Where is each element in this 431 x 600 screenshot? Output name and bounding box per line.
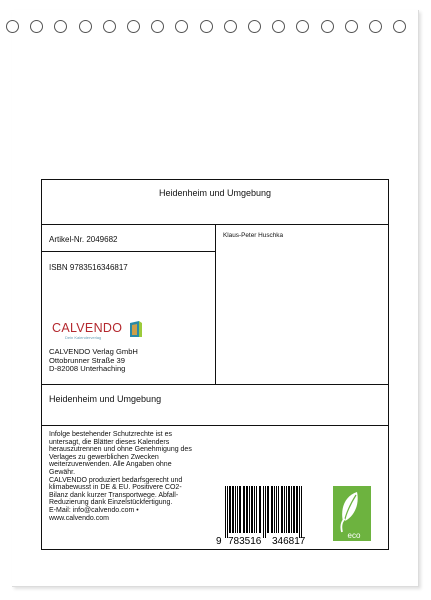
barcode-bar (274, 486, 275, 533)
barcode-bar (237, 486, 238, 533)
barcode-bar (225, 486, 226, 538)
legal-line: Infolge bestehender Schutzrechte ist es (49, 431, 172, 438)
binding-hole (200, 20, 213, 33)
binding-hole (6, 20, 19, 33)
barcode-bar (246, 486, 248, 533)
info-card (41, 179, 389, 550)
logo-wordmark: CALVENDO (52, 321, 123, 335)
legal-line: E-Mail: info@calvendo.com • (49, 506, 139, 514)
barcode-bar (259, 486, 261, 533)
barcode-digits-left: 783516 (228, 536, 262, 546)
binding-hole (272, 20, 285, 33)
address-line: D-82008 Unterhaching (49, 364, 126, 373)
binding-hole (321, 20, 334, 33)
author-name: Klaus-Peter Huschka (223, 232, 284, 239)
legal-line: www.calvendo.com (49, 514, 109, 522)
barcode-bar (288, 486, 290, 533)
barcode-bar (265, 486, 266, 538)
legal-line: weiterzuverwenden. Alle Angaben ohne (49, 461, 172, 469)
isbn-barcode (215, 486, 320, 546)
barcode-bar (291, 486, 292, 533)
logo-tagline: Dein Kalenderverlag (65, 335, 102, 340)
binding-hole (127, 20, 140, 33)
barcode-bar (267, 486, 269, 533)
legal-line: untersagt, die Blätter dieses Kalenders (49, 438, 170, 446)
binding-hole (224, 20, 237, 33)
legal-line: Verlages zu gewerblichen Zwecken (49, 453, 159, 461)
binding-hole (296, 20, 309, 33)
address-line: Ottobrunner Straße 39 (49, 355, 125, 365)
calendar-subtitle: Heidenheim und Umgebung (49, 394, 162, 404)
barcode-graphic (215, 486, 320, 546)
barcode-bar (235, 486, 236, 533)
barcode-bar (301, 486, 302, 538)
barcode-bar (276, 486, 277, 533)
publisher-address (49, 348, 138, 374)
binding-hole (175, 20, 188, 33)
article-number: Artikel-Nr. 2049682 (49, 235, 118, 244)
binding-hole (369, 20, 382, 33)
barcode-bar (299, 486, 300, 538)
calvendo-logo (52, 320, 152, 342)
barcode-bar (229, 486, 231, 533)
legal-line: Gewähr. (49, 468, 76, 476)
binding-hole (393, 20, 406, 33)
barcode-bar (256, 486, 257, 533)
binding-hole (248, 20, 261, 33)
barcode-bar (284, 486, 285, 533)
binding-hole (30, 20, 43, 33)
barcode-bar (263, 486, 264, 538)
barcode-bar (251, 486, 253, 533)
binding-hole (103, 20, 116, 33)
barcode-bar (293, 486, 295, 533)
barcode-first-digit: 9 (216, 536, 222, 546)
barcode-bar (239, 486, 241, 533)
title-row (42, 180, 388, 225)
subtitle-row (42, 385, 388, 426)
article-cell (42, 225, 216, 252)
barcode-bar (271, 486, 273, 533)
legal-line: klimabewusst in DE & EU. Positivere CO2- (49, 484, 182, 492)
barcode-bar (286, 486, 287, 533)
calendar-mark-icon (129, 320, 143, 338)
legal-line: herauszutrennen und ohne Genehmigung des (49, 446, 192, 454)
barcode-bar (281, 486, 283, 533)
binding-hole (151, 20, 164, 33)
barcode-bar (232, 486, 234, 533)
legal-line: CALVENDO produziert bedarfsgerecht und (49, 476, 183, 484)
barcode-bar (227, 486, 228, 538)
barcode-digits-right: 346817 (272, 536, 306, 546)
calendar-title: Heidenheim und Umgebung (158, 188, 272, 198)
eco-label: eco (347, 531, 361, 540)
ring-binding (6, 20, 422, 36)
barcode-bar (254, 486, 255, 533)
address-line: CALVENDO Verlag GmbH (49, 347, 138, 356)
barcode-bar (249, 486, 250, 533)
legal-line: Bilanz dank kurzer Transportwege. Abfall- (49, 491, 179, 499)
barcode-bar (243, 486, 245, 533)
author-cell (216, 225, 388, 385)
publisher-block (42, 252, 216, 385)
binding-hole (79, 20, 92, 33)
legal-notice (49, 431, 217, 522)
legal-line: Reduzierung dank Einzelstückfertigung. (49, 499, 173, 507)
eco-badge (333, 486, 371, 541)
barcode-bar (278, 486, 279, 533)
binding-hole (345, 20, 358, 33)
binding-hole (54, 20, 67, 33)
barcode-bar (296, 486, 298, 533)
isbn-number: ISBN 9783516346817 (49, 263, 128, 272)
